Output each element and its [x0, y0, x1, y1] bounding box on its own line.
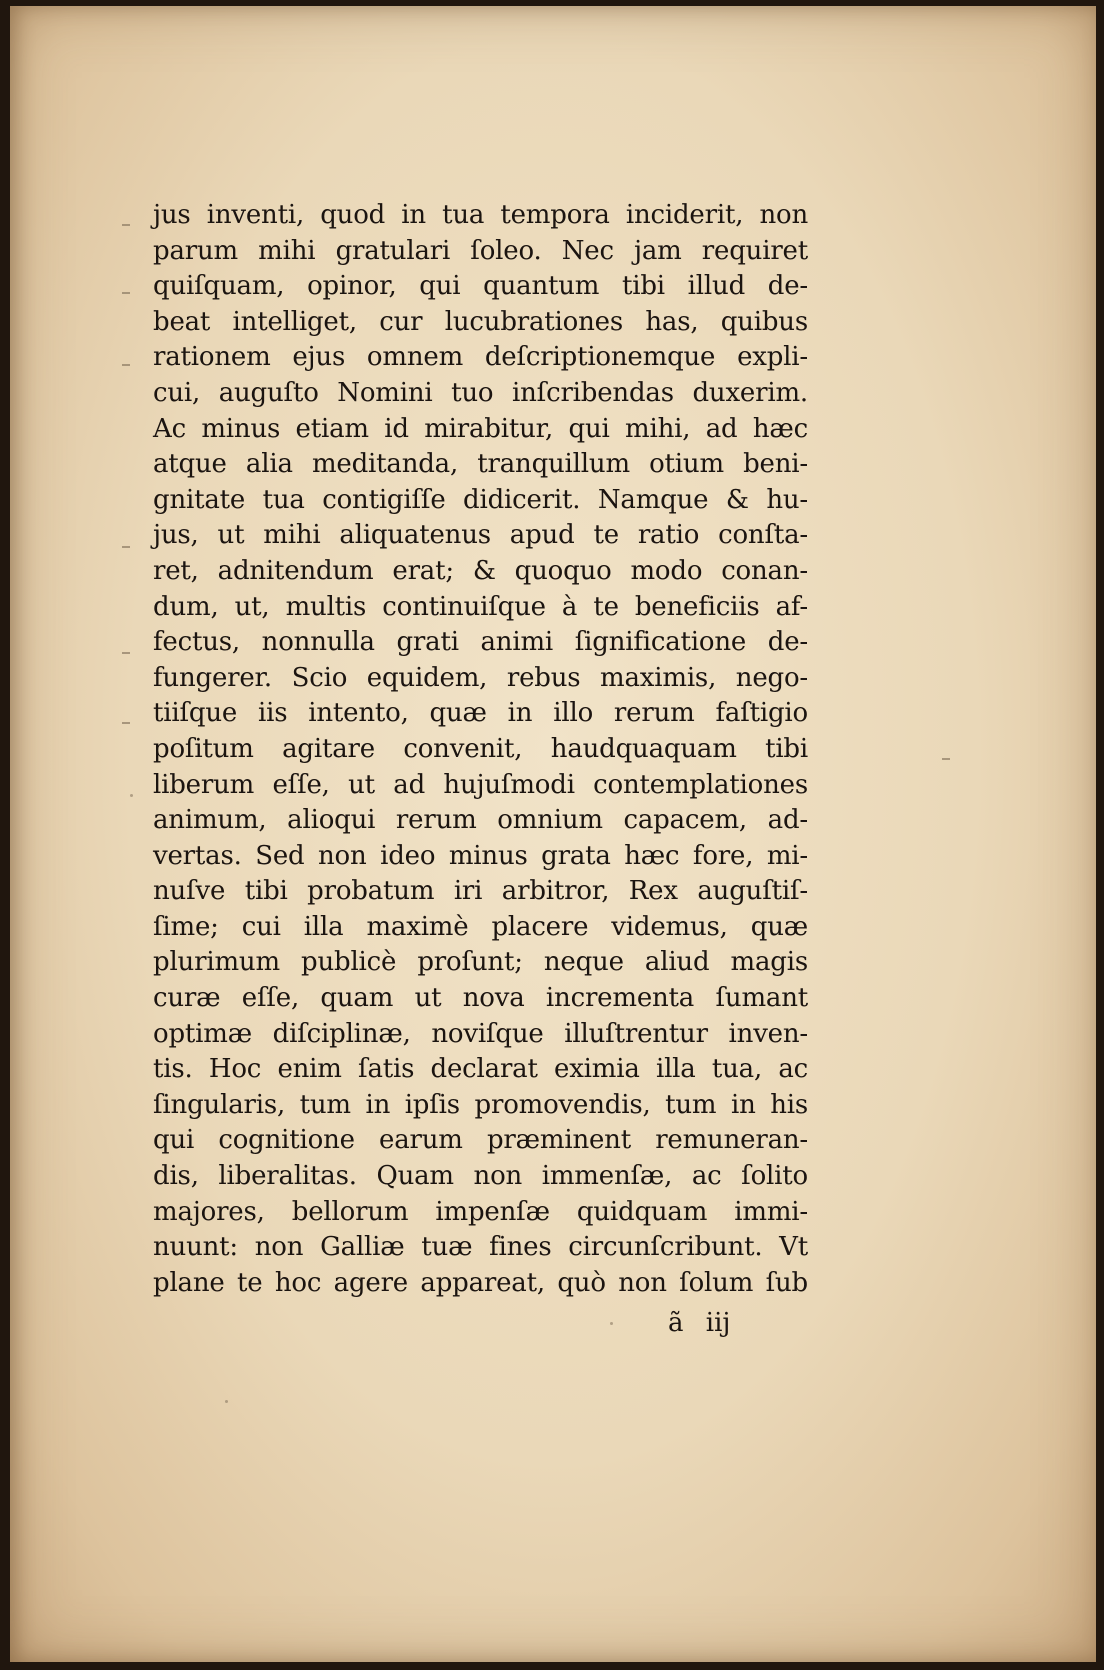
text-line: animum, alioqui rerum omnium capacem, ad-: [153, 805, 808, 836]
text-line: atque alia meditanda, tranquillum otium beni-: [153, 449, 808, 480]
margin-mark: [122, 292, 130, 294]
text-line: ret, adnitendum erat; & quoquo modo conan-: [153, 555, 808, 586]
signature-mark: ã iij: [668, 1308, 731, 1338]
text-line: tis. Hoc enim ſatis declarat eximia illa tua, ac: [153, 1054, 808, 1085]
margin-mark: [122, 652, 130, 654]
margin-mark: [122, 364, 130, 366]
margin-mark: [122, 722, 130, 724]
margin-mark: [942, 758, 950, 760]
text-line: majores, bellorum impenſæ quidquam immi-: [153, 1196, 808, 1227]
text-line: plurimum publicè proſunt; neque aliud magis: [153, 947, 808, 978]
text-line: quiſquam, opinor, qui quantum tibi illud de-: [153, 271, 808, 302]
text-line: curæ eſſe, quam ut nova incrementa ſumant: [153, 983, 808, 1014]
text-line: fungerer. Scio equidem, rebus maximis, nego-: [153, 662, 808, 693]
text-line: vertas. Sed non ideo minus grata hæc fore, mi-: [153, 840, 808, 871]
text-line: nuſve tibi probatum iri arbitror, Rex auguſtiſ-: [153, 876, 808, 907]
text-line: rationem ejus omnem deſcriptionemque expli-: [153, 342, 808, 373]
text-line: dum, ut, multis continuiſque à te beneficiis af-: [153, 591, 808, 622]
text-line: poſitum agitare convenit, haudquaquam tibi: [153, 733, 808, 764]
text-line: qui cognitione earum præminent remuneran-: [153, 1125, 808, 1156]
margin-mark: [122, 546, 130, 548]
text-line: fectus, nonnulla grati animi ſignificatione de-: [153, 627, 808, 658]
speck: [225, 1400, 228, 1403]
text-line: beat intelliget, cur lucubrationes has, quibus: [153, 306, 808, 337]
text-line: tiiſque iis intento, quæ in illo rerum faſtigio: [153, 698, 808, 729]
text-line: ſingularis, tum in ipſis promovendis, tum in his: [153, 1089, 808, 1120]
text-line: plane te hoc agere appareat, quò non ſolum ſub: [153, 1267, 808, 1298]
speck: [130, 794, 133, 797]
text-line: optimæ diſciplinæ, noviſque illuſtrentur inven-: [153, 1018, 808, 1049]
body-text: [153, 198, 808, 1301]
text-line: dis, liberalitas. Quam non immenſæ, ac ſolito: [153, 1161, 808, 1192]
text-line: ſime; cui illa maximè placere videmus, quæ: [153, 911, 808, 942]
text-line: jus inventi, quod in tua tempora inciderit, non: [153, 200, 808, 230]
margin-mark: [122, 224, 130, 226]
text-line: parum mihi gratulari ſoleo. Nec jam requiret: [153, 235, 808, 266]
text-line: jus, ut mihi aliquatenus apud te ratio conſta-: [153, 520, 808, 551]
text-line: gnitate tua contigiſſe didicerit. Namque & hu-: [153, 484, 808, 515]
text-line: cui, auguſto Nomini tuo inſcribendas duxerim.: [153, 377, 808, 408]
text-line: liberum eſſe, ut ad hujuſmodi contemplationes: [153, 769, 808, 800]
text-line: Ac minus etiam id mirabitur, qui mihi, ad hæc: [153, 413, 808, 444]
text-line: nuunt: non Galliæ tuæ fines circunſcribunt. Vt: [153, 1232, 808, 1263]
speck: [610, 1322, 613, 1325]
